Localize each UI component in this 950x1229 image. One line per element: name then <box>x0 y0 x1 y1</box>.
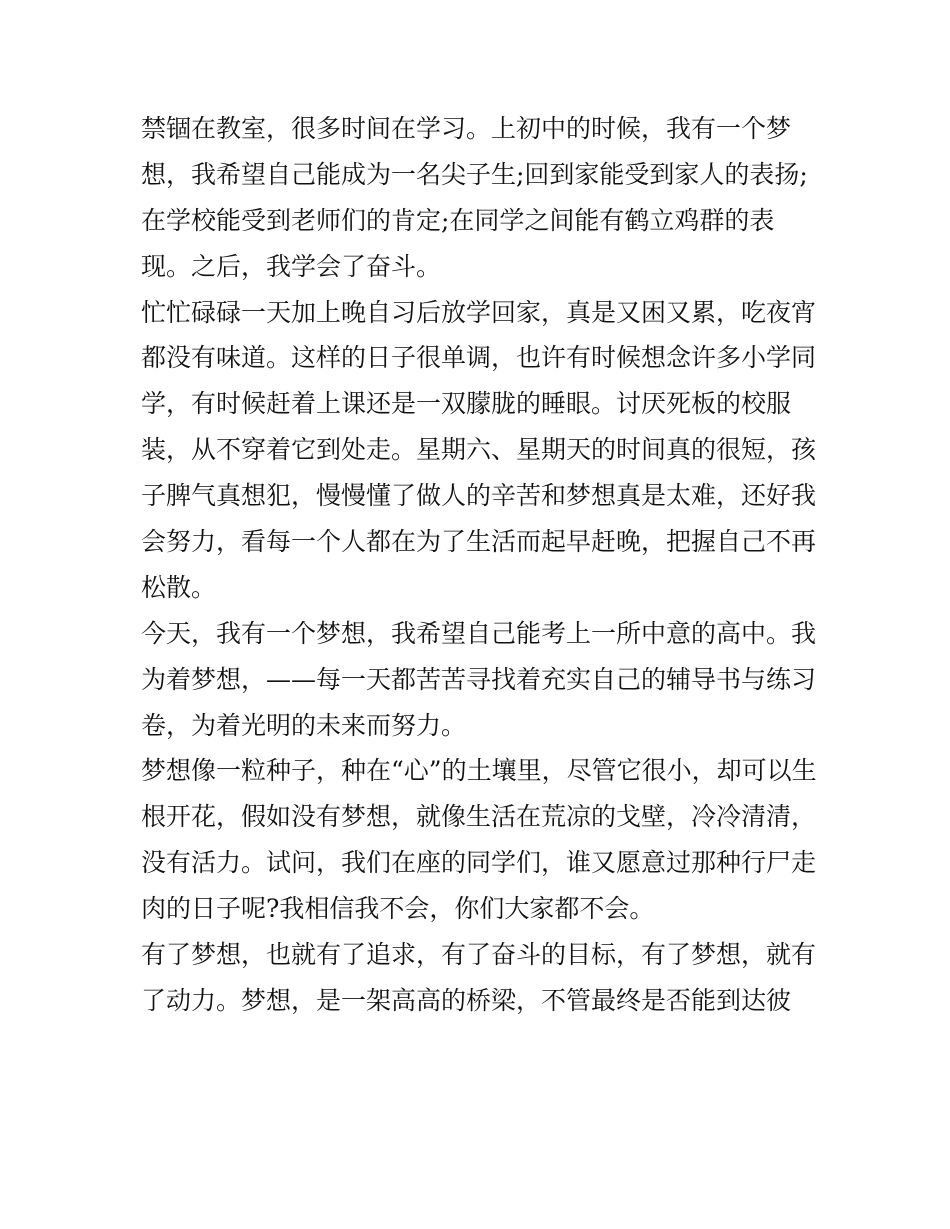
essay-text <box>141 106 821 1024</box>
text-line: 都没有味道。这样的日子很单调，也许有时候想念许多小学同 <box>141 343 817 373</box>
text-line: 禁锢在教室，很多时间在学习。上初中的时候，我有一个梦 <box>141 114 792 143</box>
text-line: 现。之后，我学会了奋斗。 <box>141 251 442 281</box>
text-line: 在学校能受到老师们的肯定;在同学之间能有鹤立鸡群的表 <box>141 205 775 235</box>
text-line: 今天，我有一个梦想，我希望自己能考上一所中意的高中。我 <box>141 618 817 648</box>
text-line: 梦想像一粒种子，种在“心”的土壤里，尽管它很小，却可以生 <box>141 756 817 786</box>
text-line: 会努力，看每一个人都在为了生活而起早赶晚，把握自己不再 <box>141 527 817 557</box>
text-line: 为着梦想，——每一天都苦苦寻找着充实自己的辅导书与练习 <box>141 664 817 694</box>
text-line: 有了梦想，也就有了追求，有了奋斗的目标，有了梦想，就有 <box>141 940 817 970</box>
text-line: 子脾气真想犯，慢慢懂了做人的辛苦和梦想真是太难，还好我 <box>141 481 817 511</box>
text-line: 松散。 <box>141 572 217 602</box>
text-line: 忙忙碌碌一天加上晚自习后放学回家，真是又困又累，吃夜宵 <box>141 297 817 327</box>
text-line: 肉的日子呢?我相信我不会，你们大家都不会。 <box>141 894 655 924</box>
text-line: 卷，为着光明的未来而努力。 <box>141 710 467 740</box>
text-line: 学，有时候赶着上课还是一双朦胧的睡眼。讨厌死板的校服 <box>141 389 792 419</box>
text-line: 想，我希望自己能成为一名尖子生;回到家能受到家人的表扬; <box>141 159 808 189</box>
text-line: 了动力。梦想，是一架高高的桥梁，不管最终是否能到达彼 <box>141 985 792 1015</box>
text-line: 根开花，假如没有梦想，就像生活在荒凉的戈壁，冷冷清清， <box>141 802 817 832</box>
text-line: 装，从不穿着它到处走。星期六、星期天的时间真的很短，孩 <box>141 435 817 465</box>
text-line: 没有活力。试问，我们在座的同学们，谁又愿意过那种行尸走 <box>141 848 817 878</box>
